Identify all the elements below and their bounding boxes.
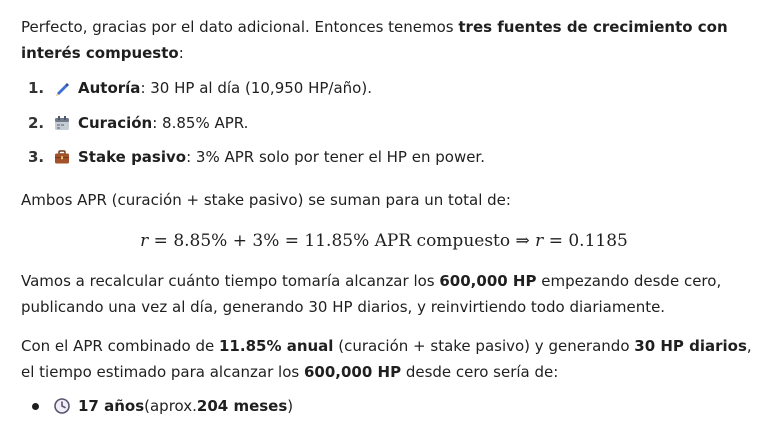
- list-item-stake-pasivo: 3. Stake pasivo : 3% APR solo por tener el HP en power.: [28, 148, 485, 166]
- briefcase-icon: [54, 149, 70, 165]
- intro-paragraph: Perfecto, gracias por el dato adicional. Entonces tenemos tres fuentes de crecimiento con interés compuesto:: [21, 18, 728, 62]
- clock-icon: [54, 398, 70, 414]
- sum-paragraph: Ambos APR (curación + stake pasivo) se suman para un total de:: [21, 191, 511, 209]
- recalc-paragraph: Vamos a recalcular cuánto tiempo tomaría alcanzar los 600,000 HP empezando desde cero, publicando una vez al día, generando 30 HP diarios, y reinvirtiendo todo diariamente.: [21, 272, 722, 316]
- pencil-icon: [54, 80, 70, 96]
- apr-formula: r = 8.85% + 3% = 11.85% APR compuesto ⇒ r = 0.1185: [140, 231, 628, 251]
- result-paragraph: Con el APR combinado de 11.85% anual (curación + stake pasivo) y generando 30 HP diarios, el tiempo estimado para alcanzar los 600,000 HP desde cero sería de:: [21, 337, 752, 381]
- list-bullet: [32, 403, 39, 410]
- list-item-curacion: 2. Curación : 8.85% APR.: [28, 114, 249, 132]
- calendar-icon: [54, 115, 70, 131]
- answer-item: 17 años (aprox. 204 meses ): [54, 395, 293, 417]
- list-item-autoria: 1. Autoría : 30 HP al día (10,950 HP/año).: [28, 79, 372, 97]
